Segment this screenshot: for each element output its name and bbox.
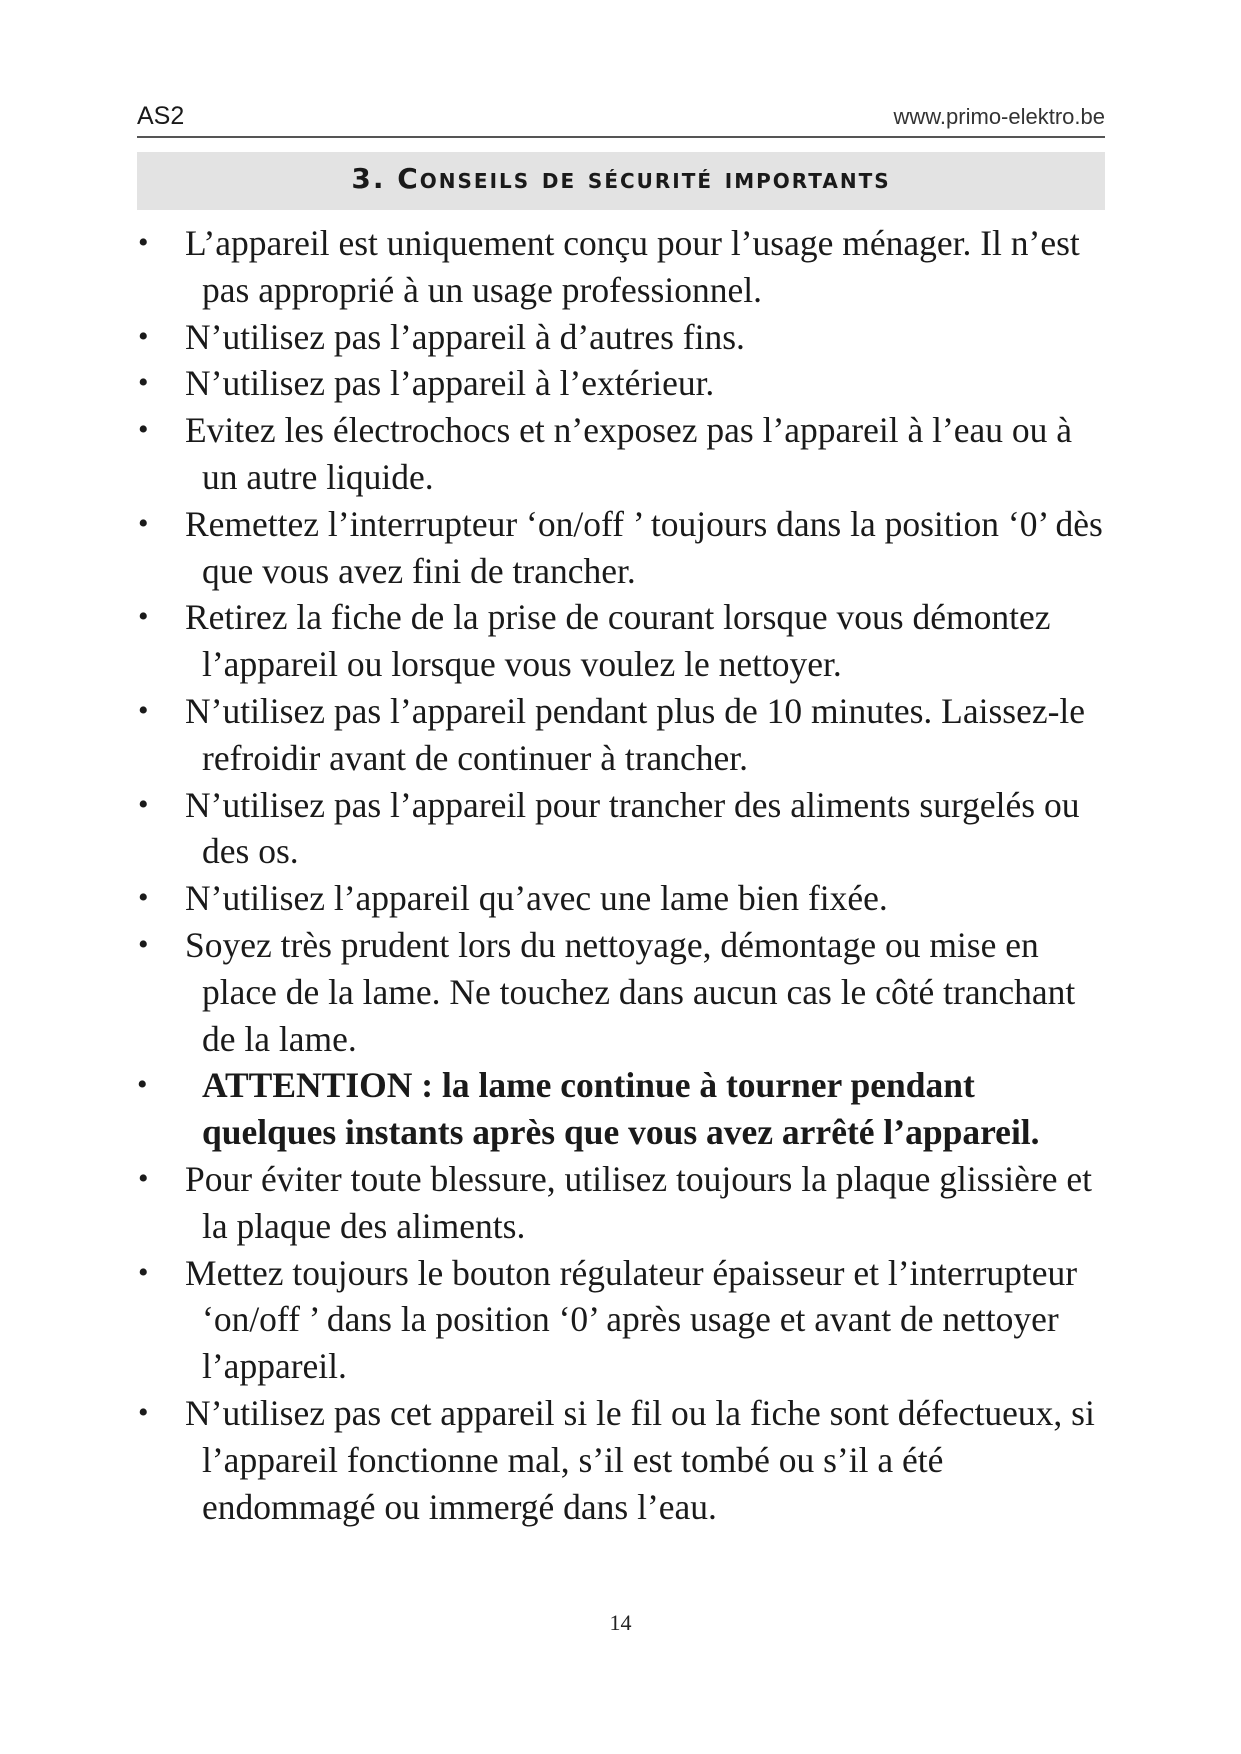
bullet-icon: • <box>138 881 149 915</box>
bullet-icon: • <box>138 506 149 540</box>
list-item <box>137 1250 1105 1390</box>
website-url: www.primo-elektro.be <box>893 104 1105 129</box>
list-item <box>137 1390 1105 1530</box>
bullet-icon: • <box>138 1161 149 1195</box>
list-item <box>137 220 1105 314</box>
list-item-text: N’utilisez pas l’appareil pendant plus de 10 minutes. Laissez-le refroidir avant de continuer à trancher. <box>185 690 1086 778</box>
section-title: 3. Conseils de sécurité importants <box>351 162 891 195</box>
bullet-icon: • <box>138 787 149 821</box>
list-item <box>137 922 1105 1062</box>
list-item-text: L’appareil est uniquement conçu pour l’usage ménager. Il n’est pas approprié à un usage professionnel. <box>185 223 1080 310</box>
bullet-icon: • <box>138 413 149 447</box>
list-item <box>137 1156 1105 1250</box>
list-item-text: N’utilisez pas cet appareil si le fil ou la fiche sont défectueux, si l’appareil fonctionne mal, s’il est tombé ou s’il a été endommagé ou immergé dans l’eau. <box>185 1392 1095 1527</box>
list-item-text: N’utilisez pas l’appareil pour trancher des aliments surgelés ou des os. <box>185 784 1080 872</box>
list-item-text: N’utilisez pas l’appareil à d’autres fins. <box>185 316 745 357</box>
list-item-text: N’utilisez l’appareil qu’avec une lame bien fixée. <box>185 878 888 919</box>
list-item <box>137 360 1105 407</box>
list-item <box>137 875 1105 922</box>
warning-text: ATTENTION : la lame continue à tourner pendant quelques instants après que vous avez arrêté l’appareil. <box>202 1065 1040 1153</box>
list-item <box>137 594 1105 688</box>
warning-item <box>137 1062 1105 1156</box>
list-item <box>137 782 1105 876</box>
page-number: 14 <box>609 1610 632 1635</box>
safety-list <box>137 220 1105 1530</box>
bullet-icon: • <box>138 226 149 259</box>
list-item-text: Mettez toujours le bouton régulateur épaisseur et l’interrupteur ‘on/off ’ dans la position ‘0’ après usage et avant de nettoyer l’appareil. <box>185 1252 1078 1387</box>
list-item-text: Pour éviter toute blessure, utilisez toujours la plaque glissière et la plaque des aliments. <box>185 1158 1093 1246</box>
bullet-icon: • <box>138 693 149 727</box>
bullet-icon: • <box>138 1395 149 1429</box>
list-item-text: Evitez les électrochocs et n’exposez pas l’appareil à l’eau ou à un autre liquide. <box>185 410 1073 497</box>
list-item <box>137 407 1105 501</box>
page-header <box>137 100 1105 138</box>
bullet-icon: • <box>138 366 149 400</box>
list-item <box>137 314 1105 361</box>
list-item-text: N’utilisez pas l’appareil à l’extérieur. <box>185 363 715 404</box>
list-item-text: Remettez l’interrupteur ‘on/off ’ toujours dans la position ‘0’ dès que vous avez fini de trancher. <box>185 503 1103 591</box>
bullet-icon: • <box>138 927 149 961</box>
section-title-band <box>137 152 1105 210</box>
safety-instructions <box>137 220 1105 1530</box>
bullet-icon: • <box>137 1068 148 1102</box>
bullet-icon: • <box>138 600 149 634</box>
list-item <box>137 688 1105 782</box>
list-item-text: Soyez très prudent lors du nettoyage, démontage ou mise en place de la lame. Ne touchez dans aucun cas le côté tranchant de la lame. <box>185 924 1076 1059</box>
bullet-icon: • <box>138 319 149 353</box>
bullet-icon: • <box>138 1255 149 1289</box>
model-code: AS2 <box>137 102 185 130</box>
list-item-text: Retirez la fiche de la prise de courant lorsque vous démontez l’appareil ou lorsque vous voulez le nettoyer. <box>185 597 1051 685</box>
list-item <box>137 501 1105 595</box>
